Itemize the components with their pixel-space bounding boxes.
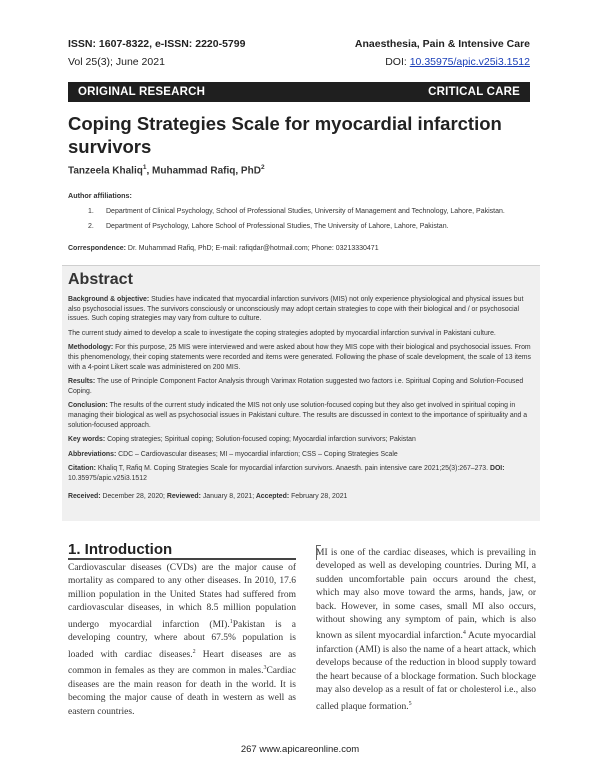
- affiliations-list: [88, 207, 536, 236]
- author-1-sup: 1: [142, 164, 147, 171]
- page-footer: [0, 744, 600, 755]
- citation-sup: 4: [462, 630, 466, 637]
- doi-link[interactable]: 10.35975/apic.v25i3.1512: [409, 56, 530, 68]
- intro-text: Heart diseases are as common in females as they are common in males.: [68, 649, 296, 677]
- received-date: December 28, 2020;: [100, 492, 165, 500]
- citation-sup: 1: [229, 618, 233, 625]
- volume-text: Vol 25(3); June 2021: [68, 56, 165, 68]
- section-bar: [68, 82, 530, 102]
- keywords-label: Key words:: [68, 436, 106, 444]
- author-1: Tanzeela Khaliq: [68, 165, 143, 177]
- accepted-label: Accepted:: [254, 492, 290, 500]
- intro-text: MI is one of the cardiac diseases, which is prevailing in developed as well as developing countries. During MI, a sudden uncomfortable pain occurs around the chest, which may also move toward the arms, hands, jaw, or back. However, in some cases, small MI also occurs, without showing any symptom of pain, which is also known as silent myocardial infarction.: [316, 548, 536, 642]
- journal-header-row-1: [68, 38, 530, 50]
- abstract-conclusion: [68, 401, 534, 430]
- correspondence-line: [68, 245, 538, 252]
- intro-text: Pakistan is a developing country, where about 67.5% population is loaded with cardiac diseases.: [68, 619, 296, 660]
- intro-text: Cardiovascular diseases (CVDs) are the major cause of mortality as compared to any other diseases. In 2010, 17.6 million population in the United States had suffered from cardiovascular diseases, in which 8.5 million population undergo myocardial infarction (MI).: [68, 563, 296, 630]
- citation-doi: 10.35975/apic.v25i3.1512: [68, 474, 147, 482]
- author-2-sup: 2: [260, 164, 265, 171]
- accepted-date: February 28, 2021: [289, 492, 348, 500]
- received-label: Received:: [68, 492, 101, 500]
- section-label-left: ORIGINAL RESEARCH: [78, 86, 206, 98]
- conclusion-label: Conclusion:: [68, 402, 108, 410]
- conclusion-text: The results of the current study indicated the MIS not only use solution-focused coping but they also get involved in spiritual coping in managing their biological as well as psychosocial issues in Pakistani culture. The results are discussed in context to the importance of spirituality and a solution-focused approach.: [68, 402, 528, 429]
- affiliation-item: [88, 222, 536, 233]
- abstract-keywords: [68, 435, 534, 445]
- abstract-abbreviations: [68, 450, 534, 460]
- citation-sup: 3: [263, 665, 267, 672]
- affiliation-number: 1.: [88, 208, 94, 215]
- citation-sup: 2: [192, 648, 196, 655]
- citation-sup: 5: [408, 700, 412, 707]
- abbreviations-label: Abbreviations:: [68, 450, 117, 458]
- methodology-text: For this purpose, 25 MIS were interviewed and were asked about how they MIS cope with their biological and psychosocial issues. From this phenomenology, their coping statements were recorded and items were generated. Following the phase of scale development, the scale of 13 items with a 4-point Likert scale was administered on 200 MIS.: [68, 344, 531, 371]
- affiliation-item: [88, 207, 536, 218]
- citation-text: Khaliq T, Rafiq M. Coping Strategies Scale for myocardial infarction survivors. Anaesth. pain intensive care 2021;25(3):267–273.: [95, 465, 489, 473]
- correspondence-label: Correspondence:: [68, 245, 126, 252]
- citation-doi-label: DOI:: [488, 465, 505, 473]
- article-title: Coping Strategies Scale for myocardial infarction survivors: [68, 113, 502, 157]
- doi-label: DOI:: [385, 56, 407, 68]
- introduction-rule: [68, 558, 296, 560]
- abstract-body: [68, 295, 534, 506]
- website-link[interactable]: www.apicareonline.com: [256, 744, 360, 755]
- background-text: Studies have indicated that myocardial infarction survivors (MIS) not only experience physiological and physical issues but also psychosocial issues. The survivors consciously or unconsciously may adopt certain strategies to cope with their biological and / or psychosocial issues. Such coping strategies may vary from culture to culture.: [68, 296, 524, 323]
- abstract-background: [68, 295, 534, 324]
- abstract-methodology: [68, 343, 534, 372]
- abstract-heading: Abstract: [68, 271, 133, 288]
- author-2: Muhammad Rafiq, PhD: [152, 165, 261, 177]
- journal-header-row-2: [68, 56, 530, 68]
- journal-name: Anaesthesia, Pain & Intensive Care: [354, 38, 530, 50]
- affiliation-text: Department of Clinical Psychology, School of Professional Studies, University of Management and Technology, Lahore, Pakistan.: [106, 208, 505, 215]
- issn-text: ISSN: 1607-8322, e-ISSN: 2220-5799: [68, 38, 246, 50]
- introduction-heading: 1. Introduction: [68, 541, 173, 558]
- affiliation-text: Department of Psychology, Lahore School of Professional Studies, The University of Lahore, Lahore, Pakistan.: [106, 222, 449, 230]
- doi-line: [385, 56, 530, 68]
- introduction-column-2: [316, 547, 536, 714]
- abstract-background-2: The current study aimed to develop a scale to investigate the coping strategies adopted by myocardial infarction survival in Pakistani culture.: [68, 329, 496, 337]
- section-label-right: CRITICAL CARE: [428, 86, 520, 98]
- abstract-dates: [68, 492, 534, 502]
- introduction-column-1: [68, 562, 296, 719]
- abstract-citation: [68, 464, 534, 483]
- background-label: Background & objective:: [68, 296, 150, 303]
- abbreviations-text: CDC – Cardiovascular diseases; MI – myocardial infarction; CSS – Coping Strategies Scale: [116, 450, 398, 458]
- reviewed-date: January 8, 2021;: [200, 492, 255, 500]
- abstract-results: [68, 377, 534, 396]
- reviewed-label: Reviewed:: [164, 492, 201, 500]
- author-line: [68, 164, 265, 176]
- intro-text: Acute myocardial infarction (AMI) is also the name of a heart attack, which develops because of the reduction in blood supply toward the heart because of a blockage formation. Such blockage may also develop as a result of fat or cholesterol i.e., also called plaque formation.: [316, 631, 536, 712]
- intro-text: Cardiac diseases are the main reason for death in the world. It is becoming the major cause of death in western as well as eastern countries.: [68, 666, 296, 717]
- correspondence-text: Dr. Muhammad Rafiq, PhD; E-mail: rafiqdar@hotmail.com; Phone: 03213330471: [125, 245, 379, 252]
- citation-label: Citation:: [68, 465, 96, 473]
- affiliation-number: 2.: [88, 222, 94, 230]
- author-separator: ,: [146, 165, 153, 177]
- page-number: 267: [240, 744, 257, 755]
- affiliations-heading: Author affiliations:: [68, 191, 132, 200]
- methodology-label: Methodology:: [68, 344, 114, 352]
- results-text: The use of Principle Component Factor Analysis through Varimax Rotation suggested two factors i.e. Spiritual Coping and Solution-Focused Coping.: [68, 378, 524, 395]
- results-label: Results:: [68, 378, 96, 386]
- keywords-text: Coping strategies; Spiritual coping; Solution-focused coping; Myocardial infarction survivors; Pakistan: [105, 436, 416, 444]
